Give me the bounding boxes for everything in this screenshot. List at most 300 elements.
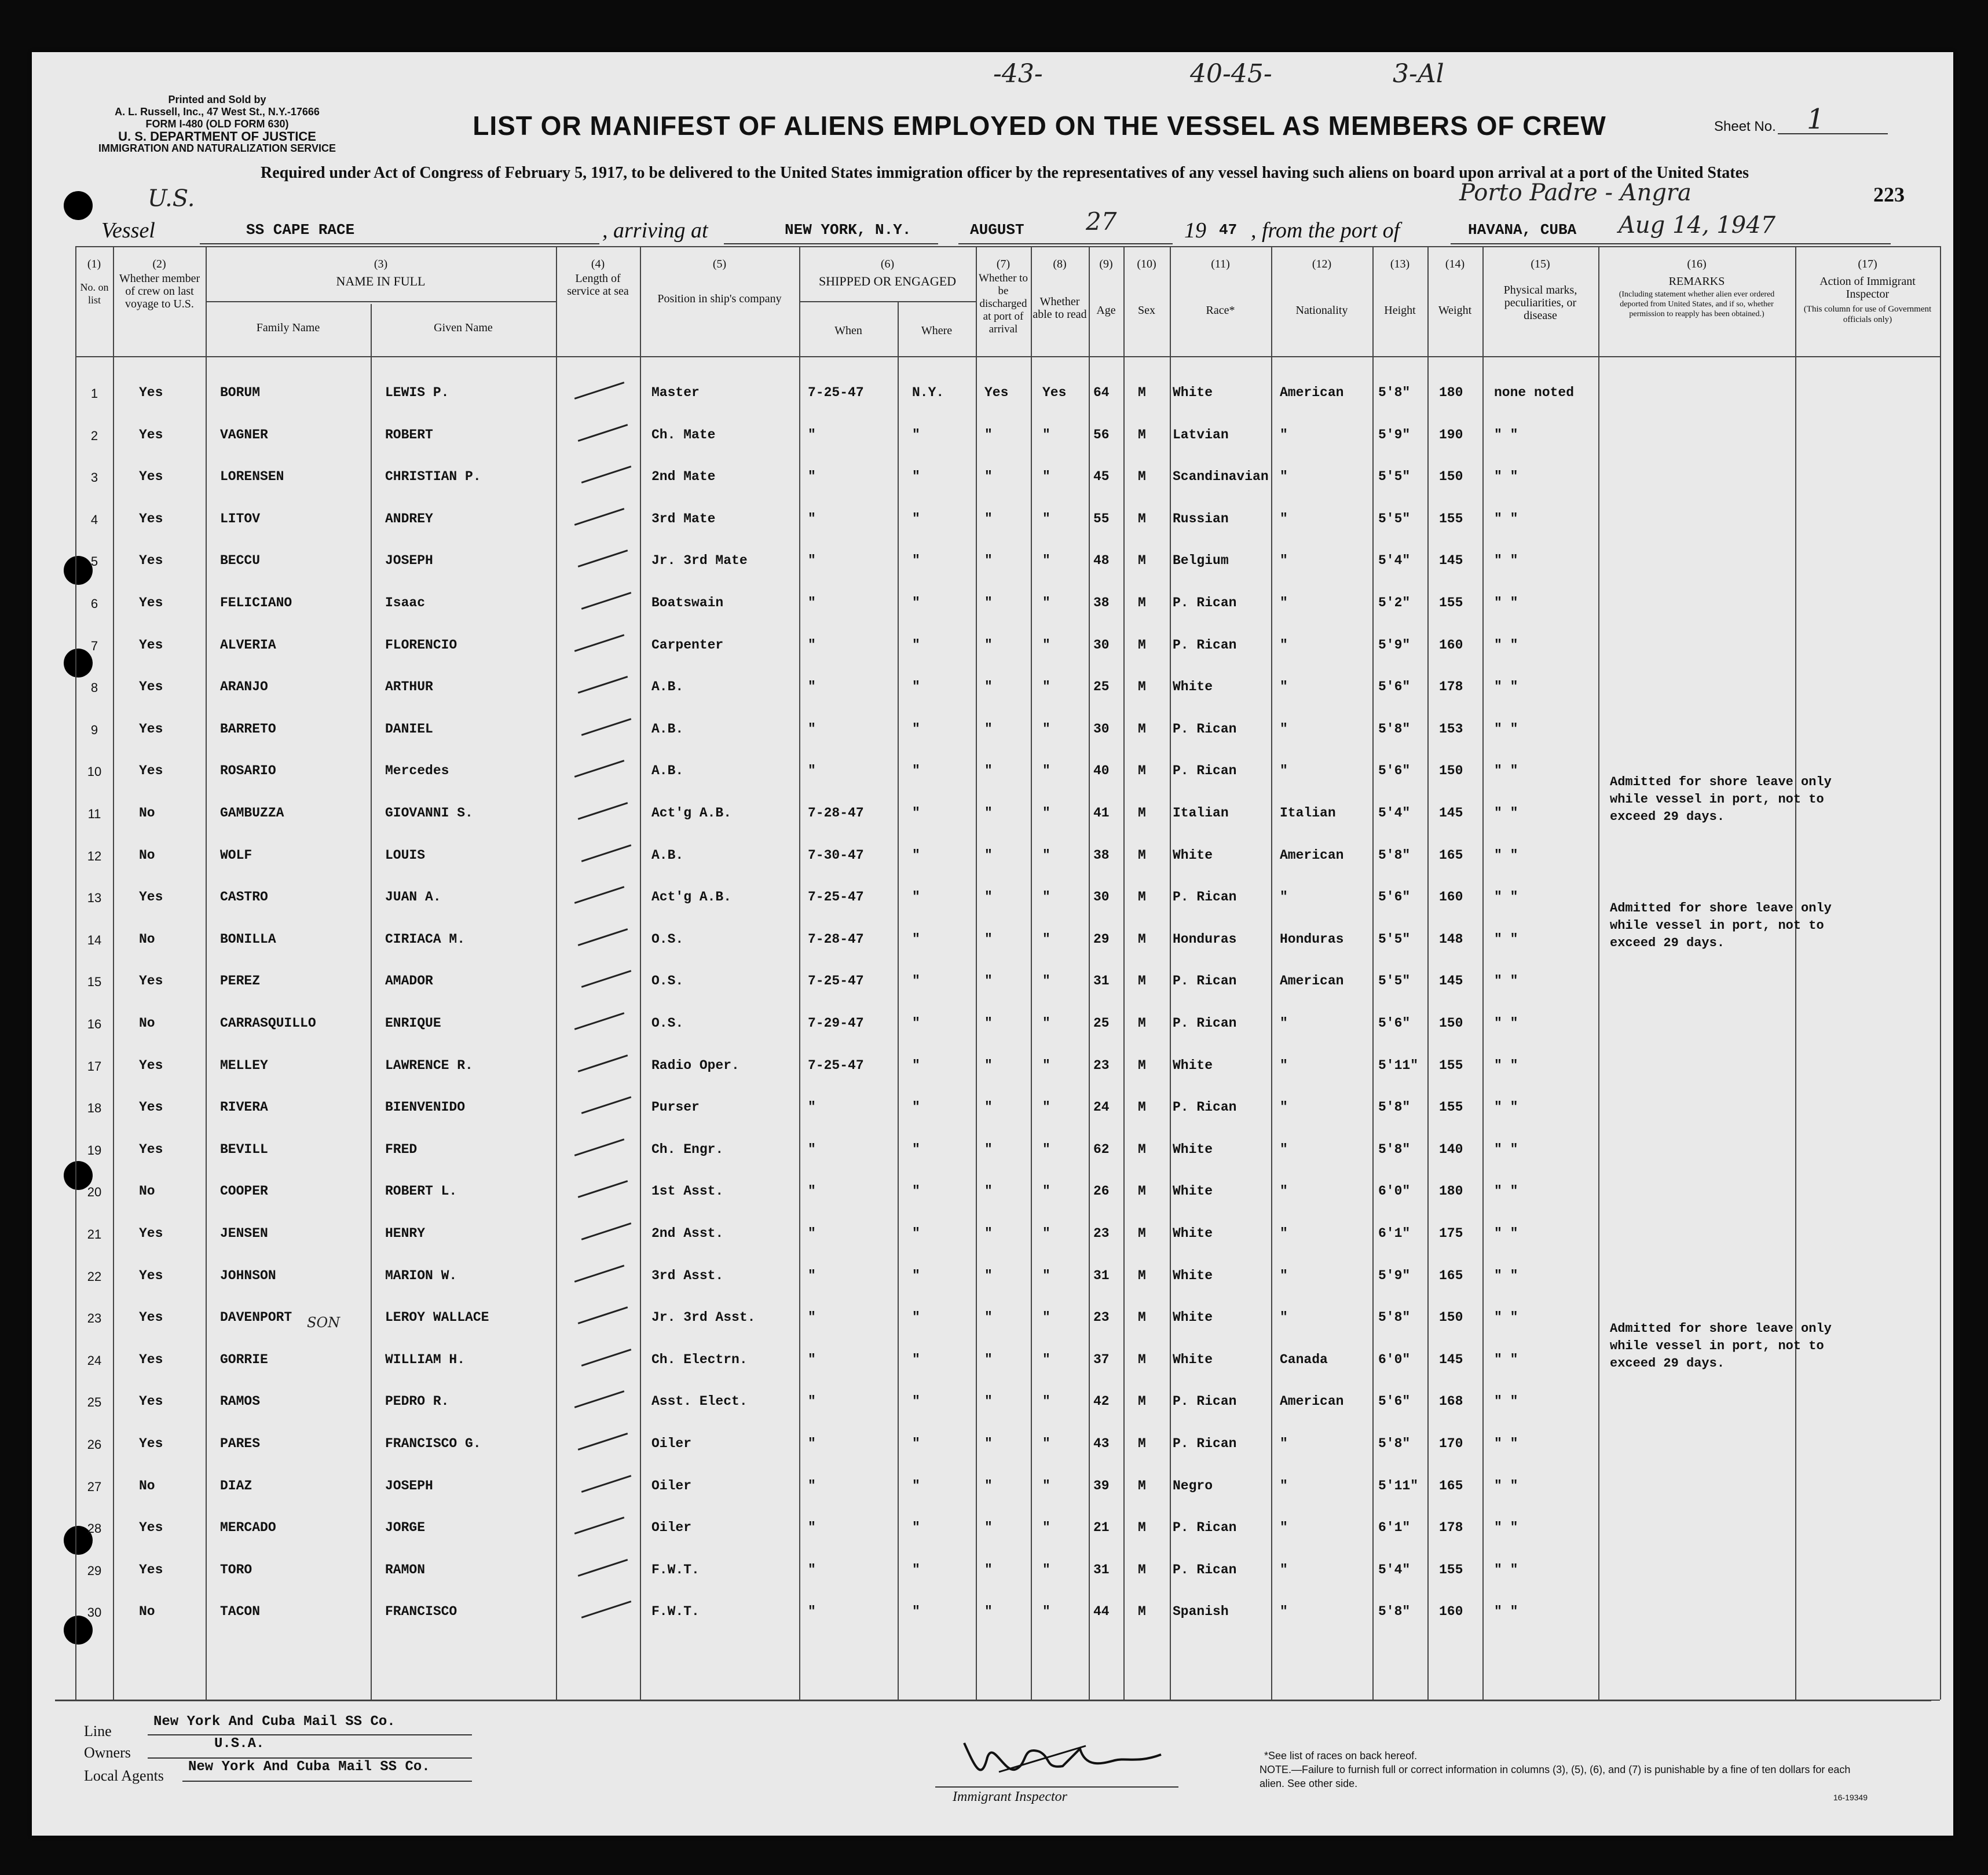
- check-mark: [581, 1601, 632, 1619]
- member-last-voyage: Yes: [139, 889, 163, 905]
- shipped-when: 7-25-47: [808, 385, 864, 400]
- shipped-where: ": [912, 847, 920, 863]
- sex: M: [1138, 805, 1146, 821]
- nationality: ": [1280, 1310, 1288, 1325]
- height: 6'1": [1378, 1226, 1411, 1241]
- family-name: MERCADO: [220, 1520, 276, 1536]
- race: P. Rican: [1173, 763, 1237, 779]
- member-last-voyage: Yes: [139, 1352, 163, 1367]
- sex: M: [1138, 1604, 1146, 1620]
- row-number: 25: [87, 1395, 102, 1410]
- col-rule: [1170, 246, 1171, 1700]
- check-mark: [581, 971, 632, 988]
- family-name: TORO: [220, 1562, 252, 1577]
- member-last-voyage: Yes: [139, 1226, 163, 1241]
- member-last-voyage: Yes: [139, 595, 163, 610]
- member-last-voyage: No: [139, 847, 155, 863]
- arriving-port: NEW YORK, N.Y.: [785, 221, 911, 239]
- col-rule: [1940, 246, 1941, 1700]
- weight: 148: [1439, 931, 1463, 947]
- remark-line: Admitted for shore leave only: [1610, 1321, 1832, 1336]
- shipped-where: ": [912, 1436, 920, 1451]
- able-to-read: ": [1042, 763, 1050, 779]
- col-number: (16): [1687, 258, 1707, 270]
- top-mark: 40-45-: [1190, 59, 1272, 89]
- nationality: ": [1280, 469, 1288, 485]
- vessel-prefix: U.S.: [148, 185, 195, 212]
- able-to-read: ": [1042, 1226, 1050, 1241]
- shipped-where: ": [912, 679, 920, 695]
- check-mark: [578, 1559, 628, 1577]
- given-name: JOSEPH: [385, 1478, 433, 1493]
- col-rule: [799, 246, 800, 1700]
- position: O.S.: [651, 1016, 684, 1031]
- check-mark: [574, 886, 625, 904]
- able-to-read: ": [1042, 931, 1050, 947]
- weight: 165: [1439, 1268, 1463, 1283]
- weight: 145: [1439, 805, 1463, 821]
- row-number: 29: [87, 1563, 102, 1578]
- race: White: [1173, 1057, 1213, 1073]
- shipped-when: ": [808, 1310, 816, 1325]
- col-label: Weight: [1438, 304, 1472, 317]
- weight: 155: [1439, 511, 1463, 526]
- row-number: 17: [87, 1059, 102, 1074]
- family-name: GORRIE: [220, 1352, 268, 1367]
- nationality: ": [1280, 889, 1288, 905]
- row-number: 7: [90, 638, 98, 653]
- discharged: ": [984, 1100, 993, 1115]
- age: 25: [1093, 1016, 1110, 1031]
- shipped-when: ": [808, 1268, 816, 1283]
- race: Honduras: [1173, 931, 1237, 947]
- member-last-voyage: Yes: [139, 1100, 163, 1115]
- race: P. Rican: [1173, 721, 1237, 737]
- punch-hole: [64, 191, 93, 220]
- shipped-where: ": [912, 1016, 920, 1031]
- height: 5'4": [1378, 553, 1411, 569]
- col-label: (This column for use of Government officials only): [1803, 305, 1932, 324]
- physical-marks: " ": [1494, 1562, 1518, 1577]
- position: Asst. Elect.: [651, 1394, 748, 1409]
- shipped-where: ": [912, 1226, 920, 1241]
- able-to-read: Yes: [1042, 385, 1067, 400]
- check-mark: [574, 1265, 625, 1283]
- position: Boatswain: [651, 595, 724, 610]
- race: P. Rican: [1173, 1100, 1237, 1115]
- weight: 145: [1439, 553, 1463, 569]
- given-name: LEROY WALLACE: [385, 1310, 489, 1325]
- discharged: ": [984, 553, 993, 569]
- col-label: Whether to be discharged at port of arrival: [979, 272, 1028, 335]
- age: 23: [1093, 1057, 1110, 1073]
- able-to-read: ": [1042, 637, 1050, 653]
- height: 5'8": [1378, 1100, 1411, 1115]
- physical-marks: " ": [1494, 427, 1518, 442]
- age: 31: [1093, 1268, 1110, 1283]
- col-number: (14): [1445, 258, 1465, 270]
- vessel-name: SS CAPE RACE: [246, 221, 355, 239]
- col-label: No. on list: [80, 281, 109, 306]
- member-last-voyage: Yes: [139, 1310, 163, 1325]
- family-name: BORUM: [220, 385, 261, 400]
- col-label: Length of service at sea: [567, 272, 629, 298]
- row-number: 10: [87, 764, 102, 779]
- given-name: BIENVENIDO: [385, 1100, 466, 1115]
- race: P. Rican: [1173, 1436, 1237, 1451]
- position: A.B.: [651, 847, 684, 863]
- able-to-read: ": [1042, 889, 1050, 905]
- remark-line: Admitted for shore leave only: [1610, 775, 1832, 789]
- height: 5'9": [1378, 1268, 1411, 1283]
- given-name: LEWIS P.: [385, 385, 449, 400]
- weight: 140: [1439, 1141, 1463, 1157]
- height: 5'5": [1378, 511, 1411, 526]
- col-number: (5): [712, 258, 727, 270]
- shipped-when: ": [808, 1604, 816, 1620]
- age: 30: [1093, 637, 1110, 653]
- nationality: ": [1280, 721, 1288, 737]
- note-races: *See list of races on back hereof.: [1264, 1750, 1418, 1762]
- age: 23: [1093, 1310, 1110, 1325]
- sex: M: [1138, 1268, 1146, 1283]
- given-name: FRANCISCO G.: [385, 1436, 481, 1451]
- col-label: SHIPPED OR ENGAGED: [818, 274, 957, 288]
- physical-marks: " ": [1494, 847, 1518, 863]
- row-number: 3: [90, 470, 98, 485]
- nationality: ": [1280, 1016, 1288, 1031]
- physical-marks: " ": [1494, 1436, 1518, 1451]
- age: 26: [1093, 1184, 1110, 1199]
- col-label: Position in ship's company: [657, 292, 782, 305]
- age: 40: [1093, 763, 1110, 779]
- row-number: 22: [87, 1269, 102, 1284]
- shipped-when: ": [808, 1141, 816, 1157]
- remark-line: exceed 29 days.: [1610, 935, 1725, 950]
- weight: 178: [1439, 1520, 1463, 1536]
- able-to-read: ": [1042, 1057, 1050, 1073]
- able-to-read: ": [1042, 1184, 1050, 1199]
- discharged: ": [984, 637, 993, 653]
- col-rule: [1482, 246, 1484, 1700]
- printer-block: [67, 94, 368, 155]
- age: 45: [1093, 469, 1110, 485]
- sheet-number: 1: [1807, 103, 1825, 136]
- shipped-when: ": [808, 595, 816, 610]
- col-label: Height: [1384, 304, 1416, 317]
- nationality: ": [1280, 679, 1288, 695]
- given-name: FLORENCIO: [385, 637, 457, 653]
- sex: M: [1138, 1352, 1146, 1367]
- col-rule: [75, 246, 76, 1700]
- nationality: ": [1280, 1141, 1288, 1157]
- age: 39: [1093, 1478, 1110, 1493]
- shipped-when: ": [808, 1520, 816, 1536]
- physical-marks: " ": [1494, 1604, 1518, 1620]
- age: 23: [1093, 1226, 1110, 1241]
- physical-marks: " ": [1494, 763, 1518, 779]
- weight: 150: [1439, 1310, 1463, 1325]
- col-label: Action of Immigrant Inspector: [1819, 275, 1916, 301]
- shipped-where: ": [912, 511, 920, 526]
- row-number: 27: [87, 1479, 102, 1494]
- col-rule: [640, 246, 641, 1700]
- year-suffix: 47: [1219, 221, 1238, 239]
- remark-note: [1610, 1320, 1832, 1372]
- discharged: Yes: [984, 385, 1009, 400]
- shipped-where: ": [912, 763, 920, 779]
- remark-line: exceed 29 days.: [1610, 1356, 1725, 1371]
- physical-marks: " ": [1494, 553, 1518, 569]
- sex: M: [1138, 511, 1146, 526]
- physical-marks: " ": [1494, 721, 1518, 737]
- family-name: RAMOS: [220, 1394, 261, 1409]
- nationality: ": [1280, 595, 1288, 610]
- shipped-where: ": [912, 889, 920, 905]
- position: F.W.T.: [651, 1562, 700, 1577]
- sex: M: [1138, 1562, 1146, 1577]
- shipped-where: ": [912, 553, 920, 569]
- family-name: VAGNER: [220, 427, 268, 442]
- race: White: [1173, 1141, 1213, 1157]
- shipped-where: ": [912, 1562, 920, 1577]
- col-rule: [1271, 246, 1272, 1700]
- family-name: BEVILL: [220, 1141, 268, 1157]
- physical-marks: " ": [1494, 1352, 1518, 1367]
- position: Ch. Mate: [651, 427, 716, 442]
- col-label: Where: [921, 324, 953, 337]
- family-name: FELICIANO: [220, 595, 292, 610]
- age: 30: [1093, 721, 1110, 737]
- nationality: ": [1280, 763, 1288, 779]
- sex: M: [1138, 595, 1146, 610]
- sex: M: [1138, 1226, 1146, 1241]
- check-mark: [581, 844, 632, 862]
- arriving-label: , arriving at: [602, 218, 708, 243]
- family-name: LITOV: [220, 511, 261, 526]
- sheet-label: Sheet No.: [1714, 119, 1776, 134]
- given-name: ANDREY: [385, 511, 433, 526]
- member-last-voyage: Yes: [139, 763, 163, 779]
- col-rule: [1372, 246, 1374, 1700]
- position: A.B.: [651, 763, 684, 779]
- vessel-label: Vessel: [101, 218, 155, 243]
- shipped-when: ": [808, 553, 816, 569]
- age: 42: [1093, 1394, 1110, 1409]
- race: White: [1173, 679, 1213, 695]
- shipped-where: ": [912, 1604, 920, 1620]
- col-rule: [1795, 246, 1796, 1700]
- member-last-voyage: Yes: [139, 385, 163, 400]
- check-mark: [581, 466, 632, 484]
- discharged: ": [984, 889, 993, 905]
- row-number: 23: [87, 1311, 102, 1326]
- row-number: 14: [87, 932, 102, 947]
- age: 38: [1093, 847, 1110, 863]
- given-name: HENRY: [385, 1226, 426, 1241]
- able-to-read: ": [1042, 1436, 1050, 1451]
- col-number: (3): [374, 258, 388, 270]
- given-name: Mercedes: [385, 763, 449, 779]
- physical-marks: " ": [1494, 1226, 1518, 1241]
- row-number: 1: [90, 386, 98, 401]
- nationality: American: [1280, 973, 1344, 989]
- sex: M: [1138, 763, 1146, 779]
- able-to-read: ": [1042, 1394, 1050, 1409]
- row-number: 8: [90, 680, 98, 695]
- weight: 178: [1439, 679, 1463, 695]
- shipped-when: 7-25-47: [808, 889, 864, 905]
- height: 6'0": [1378, 1184, 1411, 1199]
- able-to-read: ": [1042, 553, 1050, 569]
- height: 5'8": [1378, 1310, 1411, 1325]
- shipped-when: ": [808, 1562, 816, 1577]
- discharged: ": [984, 931, 993, 947]
- check-mark: [578, 1181, 628, 1199]
- nationality: ": [1280, 1226, 1288, 1241]
- shipped-when: ": [808, 469, 816, 485]
- height: 5'8": [1378, 385, 1411, 400]
- sex: M: [1138, 1016, 1146, 1031]
- physical-marks: " ": [1494, 1310, 1518, 1325]
- position: Jr. 3rd Mate: [651, 553, 748, 569]
- race: Negro: [1173, 1478, 1213, 1493]
- nationality: ": [1280, 511, 1288, 526]
- rule: [75, 356, 1940, 357]
- footer-rule: [55, 1700, 1931, 1701]
- age: 30: [1093, 889, 1110, 905]
- check-mark: [574, 382, 625, 400]
- member-last-voyage: Yes: [139, 1141, 163, 1157]
- member-last-voyage: No: [139, 1016, 155, 1031]
- check-mark: [581, 718, 632, 736]
- family-name: BECCU: [220, 553, 261, 569]
- owners-value: U.S.A.: [214, 1736, 265, 1752]
- col-label: Age: [1096, 304, 1116, 317]
- nationality: ": [1280, 1100, 1288, 1115]
- row-number: 18: [87, 1101, 102, 1116]
- able-to-read: ": [1042, 973, 1050, 989]
- check-mark: [574, 634, 625, 652]
- rule: [799, 301, 976, 302]
- given-name: JUAN A.: [385, 889, 441, 905]
- given-name: GIOVANNI S.: [385, 805, 473, 821]
- physical-marks: " ": [1494, 973, 1518, 989]
- row-number: 16: [87, 1017, 102, 1031]
- position: F.W.T.: [651, 1604, 700, 1620]
- race: Latvian: [1173, 427, 1229, 442]
- row-number: 20: [87, 1185, 102, 1200]
- top-mark: 3-Al: [1393, 59, 1444, 89]
- shipped-when: ": [808, 637, 816, 653]
- able-to-read: ": [1042, 1310, 1050, 1325]
- shipped-where: ": [912, 637, 920, 653]
- shipped-when: ": [808, 427, 816, 442]
- arrival-month: AUGUST: [970, 221, 1024, 239]
- member-last-voyage: No: [139, 805, 155, 821]
- agents-value: New York And Cuba Mail SS Co.: [188, 1759, 430, 1775]
- row-number: 5: [90, 554, 98, 569]
- given-name: JORGE: [385, 1520, 426, 1536]
- arrival-day: 27: [1086, 207, 1117, 236]
- shipped-when: 7-29-47: [808, 1016, 864, 1031]
- remark-note: [1610, 900, 1832, 952]
- shipped-when: ": [808, 1352, 816, 1367]
- member-last-voyage: Yes: [139, 973, 163, 989]
- sex: M: [1138, 1310, 1146, 1325]
- family-name: DIAZ: [220, 1478, 252, 1493]
- member-last-voyage: No: [139, 1184, 155, 1199]
- weight: 153: [1439, 721, 1463, 737]
- remark-line: while vessel in port, not to: [1610, 792, 1824, 807]
- shipped-when: 7-25-47: [808, 1057, 864, 1073]
- nationality: ": [1280, 553, 1288, 569]
- discharged: ": [984, 721, 993, 737]
- able-to-read: ": [1042, 427, 1050, 442]
- nationality: Italian: [1280, 805, 1336, 821]
- line-value: New York And Cuba Mail SS Co.: [153, 1714, 396, 1730]
- given-name: WILLIAM H.: [385, 1352, 466, 1367]
- sex: M: [1138, 931, 1146, 947]
- col-label: Whether member of crew on last voyage to U.S.: [119, 272, 200, 310]
- sex: M: [1138, 1478, 1146, 1493]
- height: 5'6": [1378, 679, 1411, 695]
- discharged: ": [984, 1394, 993, 1409]
- nationality: ": [1280, 1057, 1288, 1073]
- race: Russian: [1173, 511, 1229, 526]
- check-mark: [581, 592, 632, 610]
- physical-marks: " ": [1494, 511, 1518, 526]
- col-label: When: [834, 324, 862, 337]
- weight: 160: [1439, 637, 1463, 653]
- age: 24: [1093, 1100, 1110, 1115]
- service: IMMIGRATION AND NATURALIZATION SERVICE: [98, 142, 336, 154]
- shipped-where: ": [912, 1141, 920, 1157]
- able-to-read: ": [1042, 1478, 1050, 1493]
- sex: M: [1138, 385, 1146, 400]
- family-name: WOLF: [220, 847, 252, 863]
- able-to-read: ": [1042, 595, 1050, 610]
- family-name: ARANJO: [220, 679, 268, 695]
- check-mark: [578, 802, 628, 820]
- member-last-voyage: Yes: [139, 1436, 163, 1451]
- physical-marks: none noted: [1494, 385, 1575, 400]
- given-name: JOSEPH: [385, 553, 433, 569]
- col-rule: [206, 246, 207, 1700]
- inspector-label: Immigrant Inspector: [953, 1789, 1067, 1804]
- member-last-voyage: No: [139, 1478, 155, 1493]
- underline: [148, 1734, 472, 1735]
- position: Oiler: [651, 1478, 692, 1493]
- weight: 145: [1439, 973, 1463, 989]
- row-number: 11: [87, 807, 101, 821]
- underline: [148, 1757, 472, 1759]
- able-to-read: ": [1042, 1100, 1050, 1115]
- col-number: (11): [1211, 258, 1230, 270]
- remark-line: exceed 29 days.: [1610, 810, 1725, 824]
- height: 5'5": [1378, 973, 1411, 989]
- shipped-when: 7-28-47: [808, 805, 864, 821]
- physical-marks: " ": [1494, 595, 1518, 610]
- shipped-where: ": [912, 595, 920, 610]
- discharged: ": [984, 679, 993, 695]
- shipped-where: ": [912, 427, 920, 442]
- line-label: Line: [84, 1723, 112, 1739]
- shipped-when: ": [808, 679, 816, 695]
- height: 5'6": [1378, 889, 1411, 905]
- top-mark: -43-: [993, 59, 1043, 89]
- member-last-voyage: Yes: [139, 721, 163, 737]
